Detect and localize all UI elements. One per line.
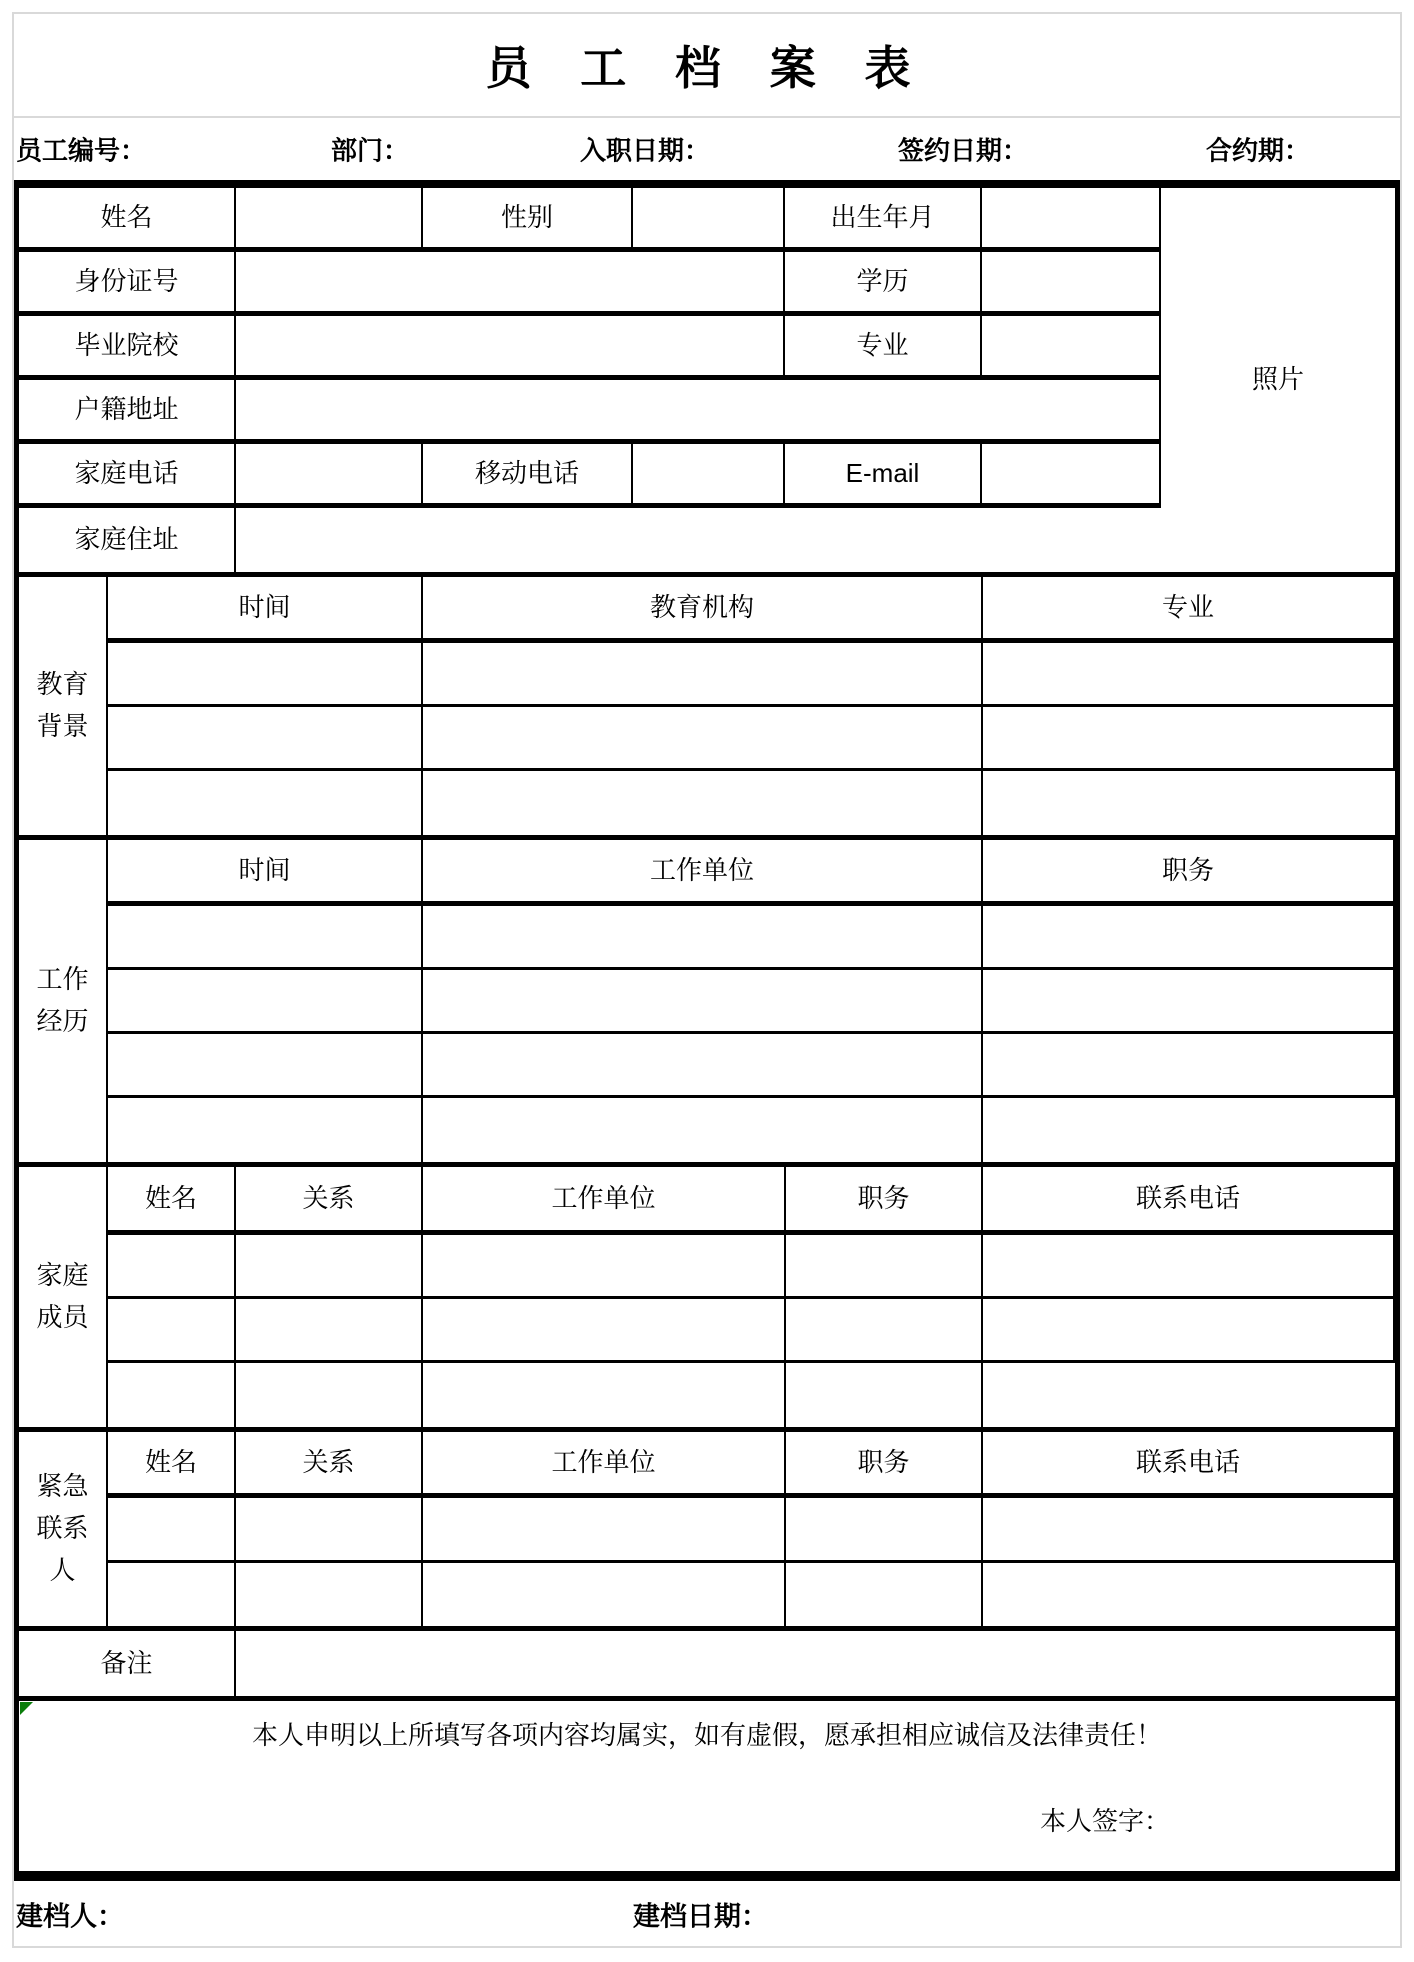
work-row2-employer-input[interactable]: [423, 970, 983, 1034]
contract-term-label: 合约期：: [1206, 135, 1311, 166]
emergency-row1-position-input[interactable]: [786, 1498, 983, 1563]
emergency-employer-header: 工作单位: [423, 1432, 786, 1498]
family-employer-header: 工作单位: [423, 1167, 786, 1235]
family-members-section: [19, 1167, 1395, 1432]
mobile-phone-input-cell[interactable]: [633, 444, 785, 508]
notes-input-cell[interactable]: [236, 1631, 1395, 1696]
education-time-header: 时间: [108, 577, 423, 643]
education-row1-time-input[interactable]: [108, 643, 423, 707]
sign-date-label: 签约日期：: [898, 135, 1029, 166]
emergency-row2-relation-input[interactable]: [236, 1563, 423, 1626]
home-address-label: 家庭住址: [19, 508, 236, 572]
home-phone-label: 家庭电话: [19, 444, 236, 508]
declaration-text: 本人申明以上所填写各项内容均属实，如有虚假，愿承担相应诚信及法律责任！: [251, 1720, 1162, 1750]
work-section-label: 工作 经历: [19, 840, 108, 1162]
emergency-row2-phone-input[interactable]: [983, 1563, 1395, 1626]
emergency-name-header: 姓名: [108, 1432, 236, 1498]
emergency-relation-header: 关系: [236, 1432, 423, 1498]
department-label: 部门：: [331, 135, 410, 166]
form-sheet: [12, 12, 1402, 1948]
family-relation-header: 关系: [236, 1167, 423, 1235]
education-level-input-cell[interactable]: [982, 252, 1161, 316]
family-name-header: 姓名: [108, 1167, 236, 1235]
birth-date-label: 出生年月: [785, 188, 982, 252]
home-phone-input-cell[interactable]: [236, 444, 423, 508]
emergency-contact-section: [19, 1432, 1395, 1631]
family-row3-relation-input[interactable]: [236, 1363, 423, 1427]
family-row2-phone-input[interactable]: [983, 1299, 1395, 1363]
family-row3-position-input[interactable]: [786, 1363, 983, 1427]
education-major-header: 专业: [983, 577, 1395, 643]
education-row2-institution-input[interactable]: [423, 707, 983, 771]
work-row4-employer-input[interactable]: [423, 1098, 983, 1162]
education-section-label: 教育 背景: [19, 577, 108, 835]
family-row2-position-input[interactable]: [786, 1299, 983, 1363]
id-number-input-cell[interactable]: [236, 252, 785, 316]
education-institution-header: 教育机构: [423, 577, 983, 643]
work-row3-employer-input[interactable]: [423, 1034, 983, 1098]
name-label: 姓名: [19, 188, 236, 252]
family-row1-position-input[interactable]: [786, 1235, 983, 1299]
creator-label: 建档人：: [16, 1901, 124, 1931]
work-row1-time-input[interactable]: [108, 906, 423, 970]
family-row2-relation-input[interactable]: [236, 1299, 423, 1363]
emergency-row1-relation-input[interactable]: [236, 1498, 423, 1563]
gender-label: 性别: [423, 188, 633, 252]
family-row2-name-input[interactable]: [108, 1299, 236, 1363]
education-row2-time-input[interactable]: [108, 707, 423, 771]
family-row1-name-input[interactable]: [108, 1235, 236, 1299]
id-number-label: 身份证号: [19, 252, 236, 316]
create-date-label: 建档日期：: [633, 1901, 768, 1931]
work-row2-position-input[interactable]: [983, 970, 1395, 1034]
education-row3-institution-input[interactable]: [423, 771, 983, 835]
graduate-school-input-cell[interactable]: [236, 316, 785, 380]
work-row1-employer-input[interactable]: [423, 906, 983, 970]
notes-label: 备注: [19, 1631, 236, 1696]
family-row1-phone-input[interactable]: [983, 1235, 1395, 1299]
work-employer-header: 工作单位: [423, 840, 983, 906]
family-position-header: 职务: [786, 1167, 983, 1235]
signature-label: 本人签字：: [1040, 1806, 1171, 1836]
hire-date-label: 入职日期：: [580, 135, 711, 166]
graduate-school-label: 毕业院校: [19, 316, 236, 380]
family-row3-name-input[interactable]: [108, 1363, 236, 1427]
emergency-row1-employer-input[interactable]: [423, 1498, 786, 1563]
photo-cell: 照片: [1251, 364, 1304, 395]
emergency-phone-header: 联系电话: [983, 1432, 1395, 1498]
footer-row: [14, 1876, 1400, 1946]
home-address-input-cell[interactable]: [236, 508, 1161, 572]
family-row1-employer-input[interactable]: [423, 1235, 786, 1299]
registered-address-label: 户籍地址: [19, 380, 236, 444]
registered-address-input-cell[interactable]: [236, 380, 1161, 444]
family-row3-phone-input[interactable]: [983, 1363, 1395, 1427]
emergency-row2-position-input[interactable]: [786, 1563, 983, 1626]
education-row3-time-input[interactable]: [108, 771, 423, 835]
family-row1-relation-input[interactable]: [236, 1235, 423, 1299]
personal-info-section: [19, 188, 1395, 577]
work-row3-time-input[interactable]: [108, 1034, 423, 1098]
email-input-cell[interactable]: [982, 444, 1161, 508]
gender-input-cell[interactable]: [633, 188, 785, 252]
emergency-row1-name-input[interactable]: [108, 1498, 236, 1563]
work-position-header: 职务: [983, 840, 1395, 906]
work-row3-position-input[interactable]: [983, 1034, 1395, 1098]
mobile-phone-label: 移动电话: [423, 444, 633, 508]
education-row2-major-input[interactable]: [983, 707, 1395, 771]
emergency-row2-name-input[interactable]: [108, 1563, 236, 1626]
education-section: [19, 577, 1395, 840]
emergency-position-header: 职务: [786, 1432, 983, 1498]
top-fields-row: [14, 118, 1400, 180]
education-level-label: 学历: [785, 252, 982, 316]
education-row1-major-input[interactable]: [983, 643, 1395, 707]
education-row1-institution-input[interactable]: [423, 643, 983, 707]
work-row4-time-input[interactable]: [108, 1098, 423, 1162]
emergency-section-label: 紧急 联系 人: [19, 1432, 108, 1626]
work-experience-section: [19, 840, 1395, 1167]
work-row1-position-input[interactable]: [983, 906, 1395, 970]
notes-section: [19, 1631, 1395, 1701]
page-title: 员 工 档 案 表: [485, 42, 929, 94]
emergency-row1-phone-input[interactable]: [983, 1498, 1395, 1563]
major-input-cell[interactable]: [982, 316, 1161, 380]
declaration-section: [19, 1701, 1395, 1871]
birth-date-input-cell[interactable]: [982, 188, 1161, 252]
major-label: 专业: [785, 316, 982, 380]
employee-no-label: 员工编号：: [16, 135, 147, 166]
email-label: E-mail: [785, 444, 982, 508]
family-row3-employer-input[interactable]: [423, 1363, 786, 1427]
title-block: [14, 14, 1400, 118]
work-time-header: 时间: [108, 840, 423, 906]
main-table: [14, 180, 1400, 1876]
emergency-row2-employer-input[interactable]: [423, 1563, 786, 1626]
education-row3-major-input[interactable]: [983, 771, 1395, 835]
family-row2-employer-input[interactable]: [423, 1299, 786, 1363]
family-section-label: 家庭 成员: [19, 1167, 108, 1427]
work-row4-position-input[interactable]: [983, 1098, 1395, 1162]
work-row2-time-input[interactable]: [108, 970, 423, 1034]
family-phone-header: 联系电话: [983, 1167, 1395, 1235]
name-input-cell[interactable]: [236, 188, 423, 252]
